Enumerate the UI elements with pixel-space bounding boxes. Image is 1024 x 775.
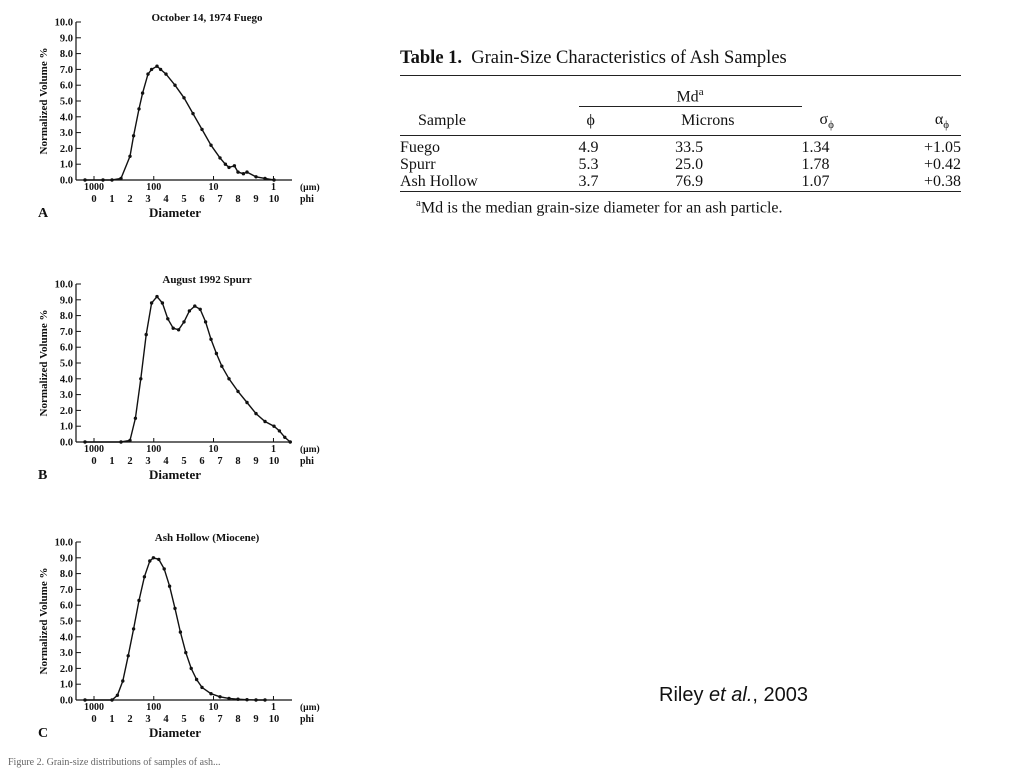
data-point	[245, 698, 248, 701]
phi-unit-label: phi	[300, 456, 314, 467]
phi-tick-label: 6	[199, 194, 205, 205]
y-tick-label: 8.0	[59, 311, 73, 323]
panel-letter: B	[38, 468, 48, 483]
data-point	[188, 309, 191, 312]
data-point	[168, 585, 171, 588]
data-point	[119, 177, 122, 180]
data-point	[218, 695, 221, 698]
cell-microns: 25.0	[675, 156, 704, 174]
data-point	[245, 170, 248, 173]
cell-microns: 33.5	[675, 139, 704, 157]
data-point	[116, 694, 119, 697]
data-point	[150, 68, 153, 71]
phi-tick-label: 3	[145, 194, 151, 205]
phi-tick-label: 7	[217, 456, 223, 467]
data-point	[209, 692, 212, 695]
micron-tick-label: 10	[208, 702, 219, 713]
data-point	[182, 320, 185, 323]
y-tick-label: 3.0	[59, 390, 73, 402]
table-row	[400, 136, 961, 157]
data-point	[148, 559, 151, 562]
y-tick-label: 6.0	[59, 80, 73, 92]
data-point	[209, 144, 212, 147]
y-axis-label: Normalized Volume %	[38, 309, 50, 417]
phi-tick-label: 5	[181, 714, 187, 725]
data-point	[254, 175, 257, 178]
data-point	[159, 68, 162, 71]
data-point	[179, 630, 182, 633]
col-sample: Sample	[400, 107, 579, 136]
data-point	[177, 328, 180, 331]
data-point	[141, 91, 144, 94]
phi-tick-label: 0	[91, 456, 97, 467]
data-point	[283, 436, 286, 439]
data-point	[127, 654, 130, 657]
phi-tick-label: 0	[91, 714, 97, 725]
data-point	[110, 178, 113, 181]
grain-size-chart-a	[0, 0, 340, 255]
y-tick-label: 2.0	[59, 143, 73, 155]
phi-tick-label: 1	[109, 714, 115, 725]
data-point	[263, 698, 266, 701]
y-tick-label: 0.0	[59, 695, 73, 707]
data-point	[137, 107, 140, 110]
table-label: Table 1.	[400, 48, 463, 68]
data-point	[110, 698, 113, 701]
data-point	[200, 686, 203, 689]
data-point	[128, 155, 131, 158]
micron-tick-label: 1000	[84, 444, 104, 455]
cell-alpha: +0.42	[923, 156, 961, 174]
distribution-line	[85, 66, 274, 180]
data-point	[218, 156, 221, 159]
grain-size-table	[400, 48, 961, 218]
figure-caption-fragment: Figure 2. Grain-size distributions of samples of ash...	[8, 757, 221, 768]
data-point	[209, 338, 212, 341]
data-point	[83, 698, 86, 701]
data-point	[83, 178, 86, 181]
table-row	[400, 156, 961, 173]
col-sigma: $\sigma_\phi$	[802, 107, 924, 136]
phi-unit-label: phi	[300, 194, 314, 205]
y-tick-label: 4.0	[59, 632, 73, 644]
chart-title: Ash Hollow (Miocene)	[154, 532, 260, 544]
y-axis-label: Normalized Volume %	[38, 47, 50, 155]
micron-tick-label: 100	[146, 444, 162, 455]
data-point	[182, 96, 185, 99]
cell-microns: 76.9	[675, 173, 704, 191]
y-tick-label: 10.0	[54, 17, 73, 29]
data-point	[146, 72, 149, 75]
data-point	[224, 163, 227, 166]
phi-tick-label: 10	[268, 456, 280, 467]
col-alpha: $\alpha_\phi$	[924, 107, 961, 136]
cell-sigma: 1.78	[801, 156, 830, 174]
micron-tick-label: 1	[270, 702, 276, 713]
y-tick-label: 7.0	[59, 64, 73, 76]
phi-tick-label: 4	[163, 456, 169, 467]
data-point	[190, 667, 193, 670]
cell-sample: Fuego	[400, 139, 440, 157]
data-point	[215, 352, 218, 355]
micron-unit-label: (µm)	[300, 183, 320, 193]
data-point	[199, 308, 202, 311]
data-point	[191, 112, 194, 115]
x-axis-label: Diameter	[149, 467, 201, 482]
y-tick-label: 1.0	[59, 679, 73, 691]
y-tick-label: 7.0	[59, 584, 73, 596]
col-phi: ϕ	[579, 107, 676, 136]
y-tick-label: 9.0	[59, 33, 73, 45]
distribution-line	[85, 558, 265, 700]
phi-tick-label: 1	[109, 456, 115, 467]
data-point	[132, 134, 135, 137]
data-point	[193, 304, 196, 307]
table-title-text: Grain-Size Characteristics of Ash Samples	[471, 48, 787, 68]
data-point	[200, 128, 203, 131]
md-group-header: Md$^a$	[579, 86, 802, 107]
data-point	[155, 65, 158, 68]
data-point	[166, 317, 169, 320]
y-tick-label: 1.0	[59, 159, 73, 171]
data-point	[143, 575, 146, 578]
y-axis-label: Normalized Volume %	[38, 567, 50, 675]
phi-tick-label: 7	[217, 194, 223, 205]
data-point	[184, 651, 187, 654]
data-point	[155, 295, 158, 298]
data-point	[173, 84, 176, 87]
data-point	[236, 170, 239, 173]
y-tick-label: 10.0	[54, 537, 73, 549]
cell-phi: 4.9	[578, 139, 599, 157]
phi-tick-label: 2	[127, 714, 133, 725]
data-point	[119, 440, 122, 443]
data-point	[289, 440, 292, 443]
table-footnote: $^a$Md is the median grain-size diameter for an ash particle.	[416, 197, 783, 217]
phi-tick-label: 5	[181, 194, 187, 205]
x-axis-label: Diameter	[149, 205, 201, 220]
data-point	[272, 178, 275, 181]
data-point	[227, 697, 230, 700]
chart-title: October 14, 1974 Fuego	[151, 12, 263, 24]
y-tick-label: 6.0	[59, 600, 73, 612]
data-point	[220, 365, 223, 368]
cell-sample: Spurr	[400, 156, 436, 174]
phi-tick-label: 4	[163, 194, 169, 205]
data-point	[121, 679, 124, 682]
y-tick-label: 6.0	[59, 342, 73, 354]
y-tick-label: 8.0	[59, 49, 73, 61]
y-tick-label: 5.0	[59, 358, 73, 370]
cell-phi: 3.7	[578, 173, 599, 191]
data-point	[128, 439, 131, 442]
data-point	[134, 417, 137, 420]
micron-unit-label: (µm)	[300, 445, 320, 455]
cell-alpha: +1.05	[923, 139, 961, 157]
data-point	[263, 177, 266, 180]
phi-tick-label: 9	[253, 456, 259, 467]
data-point	[145, 333, 148, 336]
data-point	[101, 178, 104, 181]
data-point	[139, 377, 142, 380]
panel-letter: A	[38, 206, 49, 221]
data-point	[233, 164, 236, 167]
y-tick-label: 9.0	[59, 553, 73, 565]
panel-letter: C	[38, 726, 49, 741]
data-point	[132, 627, 135, 630]
y-tick-label: 0.0	[59, 175, 73, 187]
y-tick-label: 9.0	[59, 295, 73, 307]
grain-size-chart-b	[0, 262, 340, 517]
phi-tick-label: 9	[253, 714, 259, 725]
y-tick-label: 2.0	[59, 663, 73, 675]
phi-tick-label: 2	[127, 456, 133, 467]
cell-sigma: 1.34	[801, 139, 830, 157]
micron-tick-label: 10	[208, 182, 219, 193]
data-point	[245, 401, 248, 404]
phi-tick-label: 0	[91, 194, 97, 205]
data-point	[163, 567, 166, 570]
phi-tick-label: 7	[217, 714, 223, 725]
y-tick-label: 7.0	[59, 326, 73, 338]
table-row	[400, 173, 961, 192]
data-point	[278, 429, 281, 432]
phi-tick-label: 3	[145, 456, 151, 467]
table-body	[400, 75, 961, 192]
data-point	[204, 320, 207, 323]
x-axis-label: Diameter	[149, 725, 201, 740]
phi-tick-label: 10	[268, 194, 280, 205]
phi-tick-label: 5	[181, 456, 187, 467]
y-tick-label: 10.0	[54, 279, 73, 291]
phi-tick-label: 8	[235, 456, 241, 467]
phi-unit-label: phi	[300, 714, 314, 725]
micron-tick-label: 10	[208, 444, 219, 455]
y-tick-label: 2.0	[59, 405, 73, 417]
data-point	[254, 698, 257, 701]
data-point	[227, 377, 230, 380]
phi-tick-label: 9	[253, 194, 259, 205]
data-point	[236, 698, 239, 701]
phi-tick-label: 8	[235, 194, 241, 205]
y-tick-label: 4.0	[59, 112, 73, 124]
y-tick-label: 5.0	[59, 616, 73, 628]
data-point	[150, 301, 153, 304]
y-tick-label: 1.0	[59, 421, 73, 433]
data-point	[83, 440, 86, 443]
micron-tick-label: 1000	[84, 702, 104, 713]
y-tick-label: 3.0	[59, 648, 73, 660]
cell-phi: 5.3	[578, 156, 599, 174]
phi-tick-label: 10	[268, 714, 280, 725]
phi-tick-label: 4	[163, 714, 169, 725]
y-tick-label: 0.0	[59, 437, 73, 449]
data-point	[172, 327, 175, 330]
grain-size-chart-c	[0, 520, 340, 775]
cell-alpha: +0.38	[923, 173, 961, 191]
phi-tick-label: 3	[145, 714, 151, 725]
micron-tick-label: 1	[270, 444, 276, 455]
phi-tick-label: 8	[235, 714, 241, 725]
y-tick-label: 4.0	[59, 374, 73, 386]
data-point	[254, 412, 257, 415]
y-tick-label: 5.0	[59, 96, 73, 108]
data-point	[137, 599, 140, 602]
data-point	[236, 390, 239, 393]
data-point	[157, 558, 160, 561]
data-point	[164, 72, 167, 75]
data-point	[272, 425, 275, 428]
micron-tick-label: 1	[270, 182, 276, 193]
phi-tick-label: 6	[199, 456, 205, 467]
citation-credit: Riley et al., 2003	[659, 684, 808, 706]
y-tick-label: 8.0	[59, 569, 73, 581]
data-point	[227, 166, 230, 169]
data-point	[152, 556, 155, 559]
micron-tick-label: 100	[146, 702, 162, 713]
data-point	[263, 420, 266, 423]
table-title	[400, 48, 961, 69]
cell-sample: Ash Hollow	[400, 173, 478, 191]
chart-title: August 1992 Spurr	[162, 274, 252, 286]
phi-tick-label: 2	[127, 194, 133, 205]
micron-unit-label: (µm)	[300, 703, 320, 713]
data-point	[195, 678, 198, 681]
micron-tick-label: 100	[146, 182, 162, 193]
phi-tick-label: 1	[109, 194, 115, 205]
cell-sigma: 1.07	[801, 173, 830, 191]
data-point	[173, 607, 176, 610]
micron-tick-label: 1000	[84, 182, 104, 193]
distribution-line	[85, 297, 290, 442]
phi-tick-label: 6	[199, 714, 205, 725]
col-microns: Microns	[675, 107, 801, 136]
data-point	[161, 301, 164, 304]
data-point	[242, 172, 245, 175]
y-tick-label: 3.0	[59, 128, 73, 140]
